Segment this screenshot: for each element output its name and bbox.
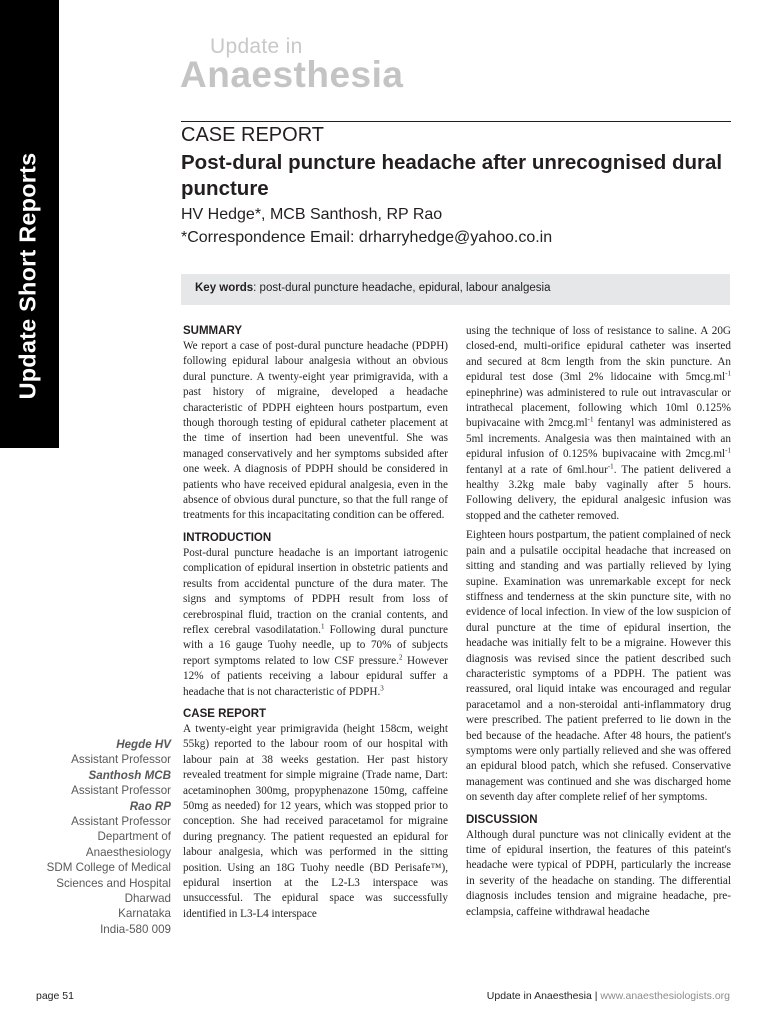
right-column xyxy=(466,324,731,920)
footer-journal-name: Update in Anaesthesia xyxy=(486,990,592,1002)
case-report-text: A twenty-eight year primigravida (height 158cm, weight 55kg) reported to the labour room of our hospital with labour pain at 38 weeks gestation. Her past history revealed treatment for simple migraine (Trade name, Dart: acetaminophen 300mg, propyphenazone 150mg, caffeine 50mg as needed) for 12 years, which was stopped prior to conception. She had received paracetamol for migraine during pregnancy. The patient requested an epidural for labour analgesia, which was performed in the sitting position. Using an 18G Tuohy needle (BD Perisafe™), epidural insertion at the L2-L3 interspace was unsuccessful. The epidural space was successfully identified in L3-L4 interspace xyxy=(183,722,448,920)
section-label: CASE REPORT xyxy=(181,124,324,146)
affil-dept-line: Karnataka xyxy=(118,907,171,921)
discussion-heading: DISCUSSION xyxy=(466,813,538,826)
affil-dept-line: Dharwad xyxy=(124,892,171,906)
affil-dept-line: SDM College of Medical xyxy=(46,861,171,875)
summary-heading: SUMMARY xyxy=(183,325,242,337)
journal-logo-line2: Anaesthesia xyxy=(180,54,404,95)
keywords-label: Key words xyxy=(195,282,254,294)
affil-role: Assistant Professor xyxy=(71,753,171,767)
side-banner xyxy=(0,0,59,448)
author-affiliations xyxy=(1,737,171,937)
affil-dept-line: Sciences and Hospital xyxy=(56,876,171,890)
citation-ref: 3 xyxy=(380,683,384,692)
correspondence-email: *Correspondence Email: drharryhedge@yahoo.co.in xyxy=(181,229,553,246)
keywords-text: : post-dural puncture headache, epidural, labour analgesia xyxy=(253,282,551,294)
postpartum-course-text: Eighteen hours postpartum, the patient complained of neck pain and a pulsatile occipital headache that increased on sitting and standing and was partially relieved by lying supine. Examination was unremarkable except for neck stiffness and tenderness at the skin puncture site, with no evidence of local infection. In view of the low suspicion of dural puncture at the time of epidural insertion, the headache was initially felt to be a migraine. However this diagnosis was revised since the patient described such characteristic symptoms of a PDPH. The patient was reassured, oral liquid intake was encouraged and regular paracetamol and a non-steroidal anti-inflammatory drug were prescribed. The patient preferred to lie down in the bed because of the headache. After 48 hours, the patient's symptoms were only partially relieved and she was offered an epidural blood patch, which she refused. Conservative management was continued and she was discharged home on seventh day after complete relief of her symptoms. xyxy=(466,529,731,804)
citation-ref: 2 xyxy=(398,652,403,661)
side-banner-label: Update Short Reports xyxy=(14,152,41,400)
affil-dept-line: India-580 009 xyxy=(100,922,171,936)
left-column xyxy=(183,324,448,922)
affil-name: Hegde HV xyxy=(116,738,171,751)
affil-dept-line: Anaesthesiology xyxy=(85,845,171,859)
affil-name: Santhosh MCB xyxy=(88,768,171,782)
summary-text: We report a case of post-dural puncture headache (PDPH) following epidural labour analgesia without an obvious dural puncture. A twenty-eight year primigravida, with a past history of migraine, developed a headache characteristic of PDPH eighteen hours postpartum, even though thorough testing of epidural catheter placement at the time of insertion had been uneventful. She was managed conservatively and her symptoms subsided after one week. A diagnosis of PDPH should be considered in patients who have received epidural analgesia, even in the absence of obvious dural puncture, so that the full range of treatments for this incapacitating condition can be offered. xyxy=(183,340,448,522)
affil-role: Assistant Professor xyxy=(71,784,171,798)
footer-journal: Update in Anaesthesia | www.anaesthesiologists.org xyxy=(486,990,730,1002)
citation-ref: 1 xyxy=(320,622,325,631)
affil-name: Rao RP xyxy=(129,799,171,813)
introduction-heading: INTRODUCTION xyxy=(183,531,272,544)
page-number: page 51 xyxy=(36,990,74,1002)
introduction-text: Post-dural puncture headache is an important iatrogenic complication of epidural insertion in obstetric patients and results from accidental puncture of the dura mater. The signs and symptoms of PDPH result from loss of cerebrospinal fluid, traction on the cranial contents, and reflex cerebral vasodilatation.$^1$ Following dural puncture with a 16 gauge Tuohy needle, up to 70% of subjects report symptoms related to low CSF pressure.$^2$ However 12% of patients receiving a labour epidural suffer a headache that is not characteristic of PDPH.$^3$ xyxy=(183,546,448,698)
footer-url-link[interactable]: www.anaesthesiologists.org xyxy=(600,990,730,1002)
article-title: Post-dural puncture headache after unrecognised dural puncture xyxy=(181,151,723,200)
case-report-heading: CASE REPORT xyxy=(183,707,267,720)
author-list: HV Hedge*, MCB Santhosh, RP Rao xyxy=(181,206,443,223)
journal-logo-line1: Update in xyxy=(210,35,303,58)
affil-role: Assistant Professor xyxy=(71,815,171,829)
keywords-box xyxy=(181,274,730,305)
affil-dept-line: Department of xyxy=(97,830,171,844)
case-report-continued: using the technique of loss of resistance to saline. A 20G closed-end, multi-orifice epidural catheter was inserted and secured at 8cm length from the skin puncture. An epidural test dose (3ml 2% lidocaine with $5mcg.ml^{-1}$ epinephrine) was administered to rule out intravascular or intrathecal placement, following which 10ml 0.125% bupivacaine with $2mcg.ml^{-1}$ fentanyl was administered as 5ml increments. Analgesia was then maintained with an epidural infusion of 0.125% bupivacaine with $2mcg.ml^{-1}$ fentanyl at a rate of 6ml.hour$^{-1}$. The patient delivered a healthy 3.2kg male baby vaginally after 5 hours. Following delivery, the epidural analgesic infusion was stopped and the catheter removed. xyxy=(466,325,732,522)
header-rule xyxy=(181,121,731,122)
discussion-text: Although dural puncture was not clinically evident at the time of epidural insertion, the features of this pateint's headache were typical of PDPH, particularly the increase in severity of the headache on standing. The differential diagnosis includes tension and migraine headache, pre-eclampsia, caffeine withdrawal headache xyxy=(466,828,731,918)
